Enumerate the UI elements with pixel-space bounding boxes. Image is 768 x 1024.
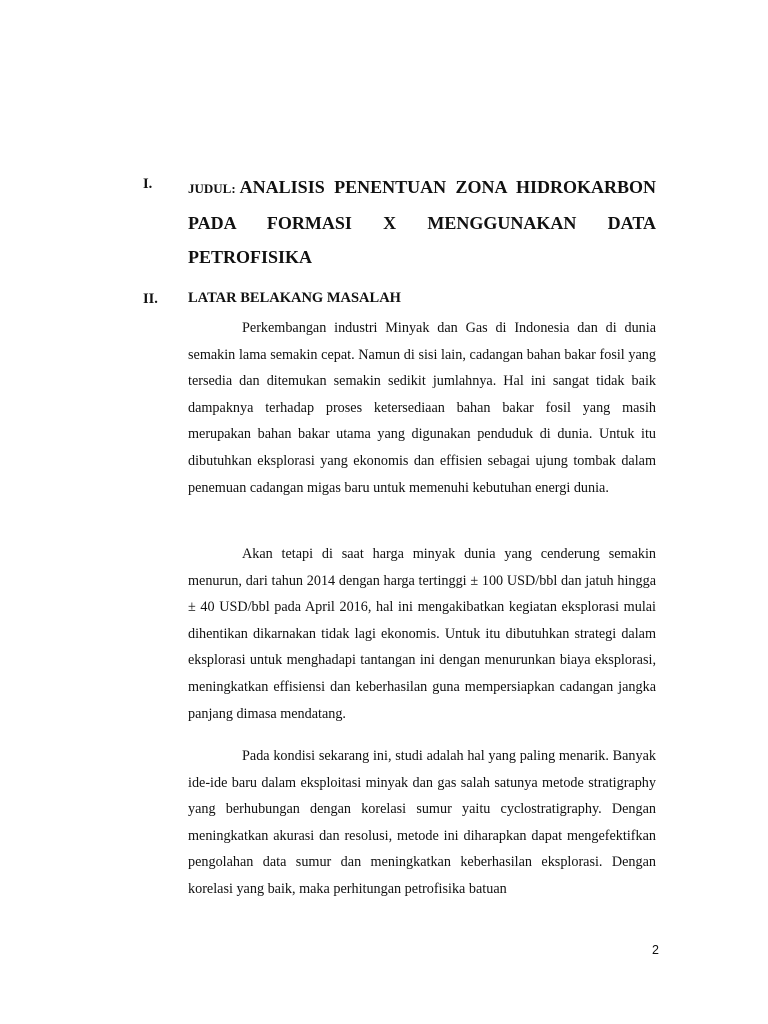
title-prefix: JUDUL:: [188, 181, 236, 196]
paragraph-1: Perkembangan industri Minyak dan Gas di Indonesia dan di dunia semakin lama semakin cepat. Namun di sisi lain, cadangan bahan bakar fosil yang tersedia dan ditemukan semakin sedikit jumlahnya. Hal ini sangat tidak baik dampaknya terhadap proses ketersediaan bahan bakar fosil yang masih merupakan bahan bakar utama yang digunakan penduduk di dunia. Untuk itu dibutuhkan eksplorasi yang ekonomis dan effisien sebagai ujung tombak dalam penemuan cadangan migas baru untuk memenuhi kebutuhan energi dunia.: [188, 320, 656, 496]
page-number: 2: [652, 943, 659, 957]
document-title: [188, 170, 656, 274]
section-heading: LATAR BELAKANG MASALAH: [188, 290, 401, 306]
paragraph-2: Akan tetapi di saat harga minyak dunia yang cenderung semakin menurun, dari tahun 2014 dengan harga tertinggi ± 100 USD/bbl dan jatuh hingga ± 40 USD/bbl pada April 2016, hal ini mengakibatkan kegiatan eksplorasi mulai dihentikan dikarnakan tidak lagi ekonomis. Untuk itu dibutuhkan strategi dalam eksplorasi untuk menghadapi tantangan ini dengan menurunkan biaya eksplorasi, meningkatkan effisiensi dan keberhasilan guna mempersiapkan cadangan jangka panjang dimasa mendatang.: [188, 546, 656, 722]
paragraph-3: Pada kondisi sekarang ini, studi adalah hal yang paling menarik. Banyak ide-ide baru dalam eksploitasi minyak dan gas salah satunya metode stratigraphy yang berhubungan dengan korelasi sumur yaitu cyclostratigraphy. Dengan meningkatkan akurasi dan resolusi, metode ini diharapkan dapat mengefektifkan pengolahan data sumur dan meningkatkan keberhasilan eksplorasi. Dengan korelasi yang baik, maka perhitungan petrofisika batuan: [188, 748, 656, 897]
section-number-2: II.: [143, 291, 158, 307]
title-line-2: PADA FORMASI X MENGGUNAKAN DATA: [188, 213, 656, 233]
title-line-1: [188, 170, 656, 206]
section-number-1: I.: [143, 176, 153, 192]
title-line-3: PETROFISIKA: [188, 247, 313, 267]
title-line-1-text: ANALISIS PENENTUAN ZONA HIDROKARBON: [239, 177, 656, 197]
